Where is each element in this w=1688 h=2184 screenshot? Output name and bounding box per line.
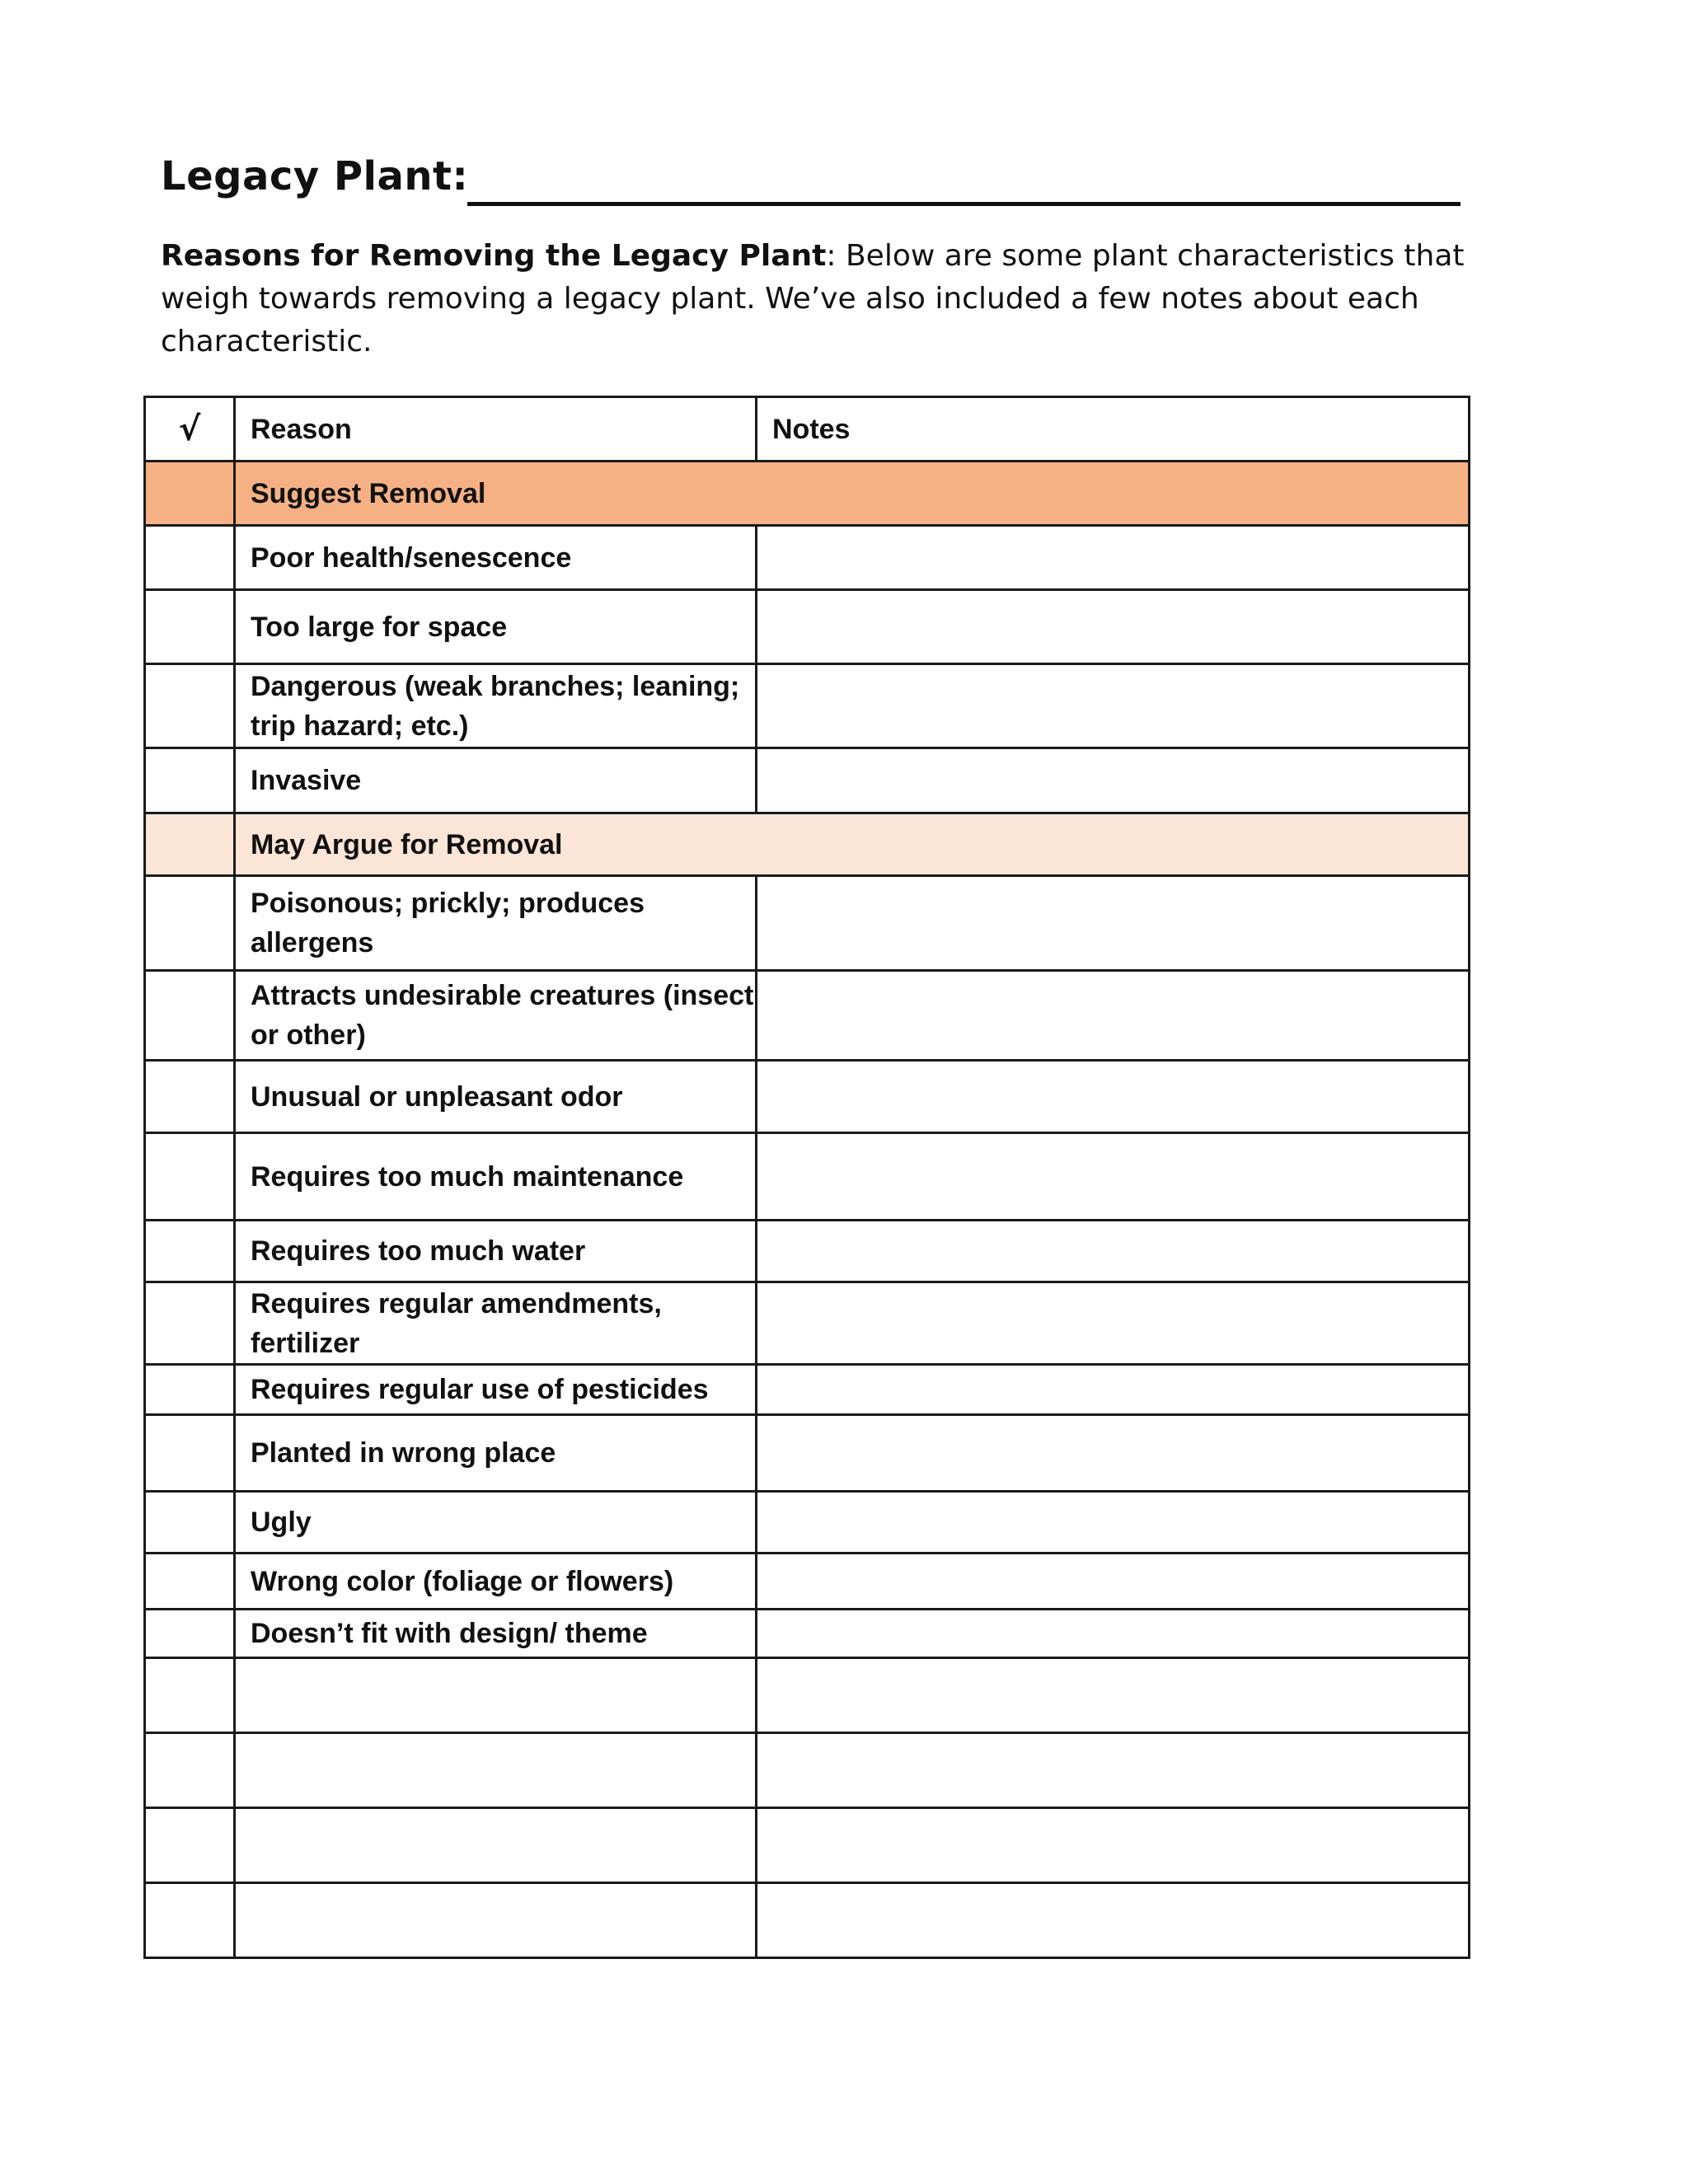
reason-cell-blank[interactable] xyxy=(235,1883,757,1958)
table-row xyxy=(145,1133,1470,1221)
notes-cell[interactable] xyxy=(757,1282,1470,1365)
check-cell[interactable] xyxy=(145,526,235,590)
table-row xyxy=(145,526,1470,590)
section-label: May Argue for Removal xyxy=(235,813,1470,876)
notes-cell[interactable] xyxy=(757,1133,1470,1221)
table-row xyxy=(145,876,1470,971)
reason-cell: Requires too much water xyxy=(235,1221,757,1282)
table-row xyxy=(145,1610,1470,1658)
notes-cell[interactable] xyxy=(757,1492,1470,1554)
intro-lead: Reasons for Removing the Legacy Plant xyxy=(161,239,827,273)
reason-cell: Invasive xyxy=(235,748,757,813)
notes-cell[interactable] xyxy=(757,664,1470,748)
blank-row xyxy=(145,1658,1470,1733)
notes-cell[interactable] xyxy=(757,526,1470,590)
reason-cell: Poisonous; prickly; produces allergens xyxy=(235,876,757,971)
table-row xyxy=(145,1492,1470,1554)
reason-cell: Doesn’t fit with design/ theme xyxy=(235,1610,757,1658)
notes-cell[interactable] xyxy=(757,1610,1470,1658)
check-cell[interactable] xyxy=(145,664,235,748)
reason-cell: Ugly xyxy=(235,1492,757,1554)
section-check-cell xyxy=(145,462,235,526)
check-cell[interactable] xyxy=(145,1492,235,1554)
reason-cell-blank[interactable] xyxy=(235,1658,757,1733)
table-row xyxy=(145,664,1470,748)
section-check-cell xyxy=(145,813,235,876)
reason-cell: Too large for space xyxy=(235,590,757,664)
check-cell[interactable] xyxy=(145,1365,235,1415)
notes-cell[interactable] xyxy=(757,1221,1470,1282)
table-row xyxy=(145,1282,1470,1365)
notes-cell[interactable] xyxy=(757,1415,1470,1492)
check-cell[interactable] xyxy=(145,1610,235,1658)
reason-cell: Poor health/senescence xyxy=(235,526,757,590)
check-cell[interactable] xyxy=(145,1415,235,1492)
reason-cell: Requires regular use of pesticides xyxy=(235,1365,757,1415)
notes-column-header: Notes xyxy=(757,397,1470,462)
notes-cell[interactable] xyxy=(757,748,1470,813)
notes-cell[interactable] xyxy=(757,1365,1470,1415)
table-row xyxy=(145,590,1470,664)
reason-cell-blank[interactable] xyxy=(235,1733,757,1808)
check-cell[interactable] xyxy=(145,876,235,971)
check-cell[interactable] xyxy=(145,1282,235,1365)
section-row-suggest-removal xyxy=(145,462,1470,526)
notes-cell[interactable] xyxy=(757,1808,1470,1883)
table-row xyxy=(145,1415,1470,1492)
table-header-row xyxy=(145,397,1470,462)
blank-row xyxy=(145,1883,1470,1958)
reason-cell: Requires too much maintenance xyxy=(235,1133,757,1221)
check-cell[interactable] xyxy=(145,1061,235,1133)
table-row xyxy=(145,1554,1470,1610)
reason-cell: Requires regular amendments, fertilizer xyxy=(235,1282,757,1365)
reason-cell: Unusual or unpleasant odor xyxy=(235,1061,757,1133)
intro-text: Below are some plant characteristics that weigh towards removing a legacy plant. We’ve also included a few notes about each characteristic. xyxy=(161,239,1465,359)
page-title: Legacy Plant: xyxy=(161,153,469,199)
notes-cell[interactable] xyxy=(757,1883,1470,1958)
notes-cell[interactable] xyxy=(757,590,1470,664)
reason-column-header: Reason xyxy=(235,397,757,462)
blank-row xyxy=(145,1733,1470,1808)
reason-cell: Attracts undesirable creatures (insect or other) xyxy=(235,971,757,1061)
check-cell[interactable] xyxy=(145,1658,235,1733)
check-cell[interactable] xyxy=(145,1221,235,1282)
check-cell[interactable] xyxy=(145,590,235,664)
section-label: Suggest Removal xyxy=(235,462,1470,526)
reasons-table xyxy=(143,396,1470,1959)
table-row xyxy=(145,1365,1470,1415)
check-cell[interactable] xyxy=(145,971,235,1061)
reason-cell-blank[interactable] xyxy=(235,1808,757,1883)
notes-cell[interactable] xyxy=(757,876,1470,971)
plant-name-blank-line[interactable] xyxy=(467,202,1461,206)
check-cell[interactable] xyxy=(145,1808,235,1883)
table-row xyxy=(145,971,1470,1061)
intro-colon: : xyxy=(826,239,837,273)
check-cell[interactable] xyxy=(145,748,235,813)
check-cell[interactable] xyxy=(145,1883,235,1958)
notes-cell[interactable] xyxy=(757,1061,1470,1133)
reason-cell: Dangerous (weak branches; leaning; trip hazard; etc.) xyxy=(235,664,757,748)
table-row xyxy=(145,1061,1470,1133)
check-cell[interactable] xyxy=(145,1554,235,1610)
table-row xyxy=(145,748,1470,813)
blank-row xyxy=(145,1808,1470,1883)
section-row-may-argue xyxy=(145,813,1470,876)
notes-cell[interactable] xyxy=(757,1733,1470,1808)
intro-paragraph xyxy=(161,235,1529,363)
notes-cell[interactable] xyxy=(757,971,1470,1061)
reason-cell: Planted in wrong place xyxy=(235,1415,757,1492)
check-cell[interactable] xyxy=(145,1733,235,1808)
notes-cell[interactable] xyxy=(757,1554,1470,1610)
check-cell[interactable] xyxy=(145,1133,235,1221)
check-column-header: √ xyxy=(145,397,235,462)
reason-cell: Wrong color (foliage or flowers) xyxy=(235,1554,757,1610)
notes-cell[interactable] xyxy=(757,1658,1470,1733)
table-row xyxy=(145,1221,1470,1282)
